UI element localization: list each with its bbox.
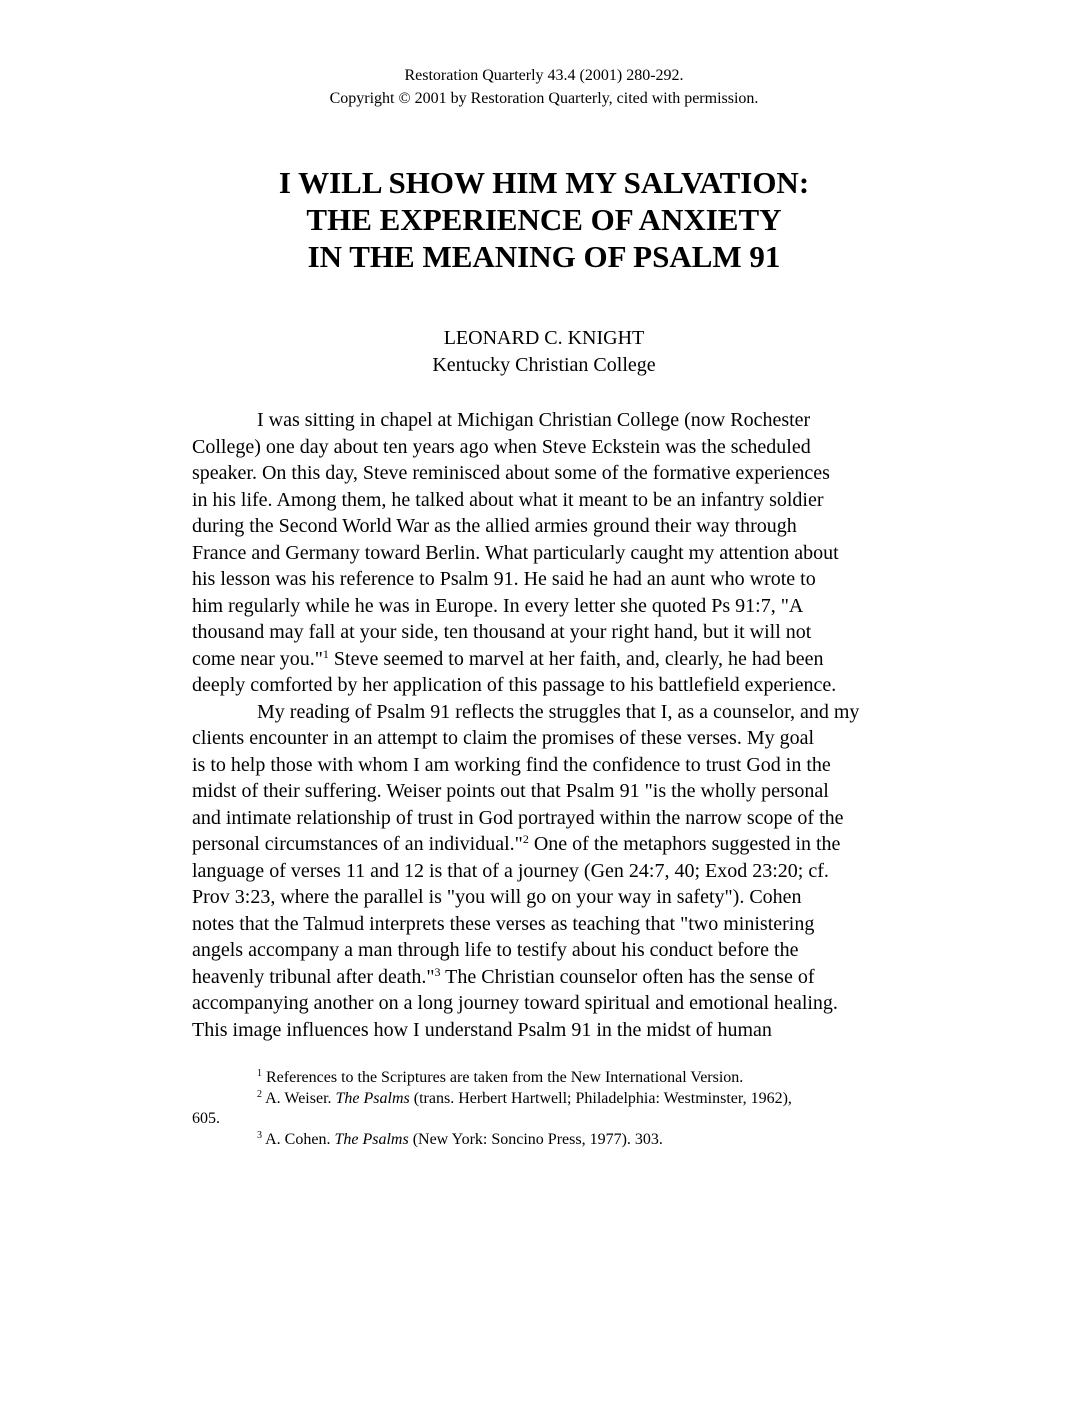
citation-header bbox=[0, 64, 1088, 110]
text-line: Prov 3:23, where the parallel is "you will go on your way in safety"). Cohen bbox=[192, 886, 802, 908]
text-line: midst of their suffering. Weiser points out that Psalm 91 "is the wholly personal bbox=[192, 780, 829, 802]
footnote-text: (New York: Soncino Press, 1977). 303. bbox=[408, 1130, 663, 1148]
title-line-2: THE EXPERIENCE OF ANXIETY bbox=[306, 202, 782, 237]
copyright-line: Copyright © 2001 by Restoration Quarterly, cited with permission. bbox=[329, 90, 759, 107]
footnote-1 bbox=[192, 1068, 972, 1089]
footnote-ref-3[interactable]: 3 bbox=[434, 964, 441, 979]
footnote-number: 1 bbox=[257, 1068, 262, 1079]
text-line: accompanying another on a long journey toward spiritual and emotional healing. bbox=[192, 992, 838, 1014]
footnote-2-continuation: 605. bbox=[192, 1110, 220, 1127]
footnote-text: A. Cohen. bbox=[262, 1130, 335, 1148]
text-segment: The Christian counselor often has the sense of bbox=[440, 965, 815, 988]
title-line-3: IN THE MEANING OF PSALM 91 bbox=[307, 239, 781, 274]
text-line: language of verses 11 and 12 is that of a journey (Gen 24:7, 40; Exod 23:20; cf. bbox=[192, 859, 829, 882]
footnote-text: A. Weiser. bbox=[262, 1089, 336, 1107]
footnote-ref-1[interactable]: 1 bbox=[322, 646, 329, 661]
text-line: his lesson was his reference to Psalm 91. He said he had an aunt who wrote to bbox=[192, 568, 816, 590]
text-segment: come near you." bbox=[192, 647, 323, 670]
text-segment: heavenly tribunal after death." bbox=[192, 965, 435, 988]
text-line: and intimate relationship of trust in God portrayed within the narrow scope of the bbox=[192, 806, 844, 829]
footnote-2 bbox=[192, 1089, 972, 1110]
text-line: This image influences how I understand Psalm 91 in the midst of human bbox=[192, 1018, 772, 1041]
footnote-book-title: The Psalms bbox=[334, 1130, 409, 1148]
article-body bbox=[192, 407, 972, 1043]
citation-line: Restoration Quarterly 43.4 (2001) 280-292. bbox=[404, 67, 684, 84]
text-line: clients encounter in an attempt to claim the promises of these verses. My goal bbox=[192, 727, 815, 749]
text-segment: Steve seemed to marvel at her faith, and, clearly, he had been bbox=[328, 647, 824, 670]
text-line bbox=[192, 964, 972, 991]
footnote-text: References to the Scriptures are taken from the New International Version. bbox=[262, 1069, 744, 1086]
text-line: him regularly while he was in Europe. In every letter she quoted Ps 91:7, "A bbox=[192, 594, 804, 617]
paragraph-1 bbox=[192, 407, 972, 699]
footnote-3 bbox=[192, 1130, 972, 1151]
footnotes bbox=[192, 1068, 972, 1150]
footnote-number: 3 bbox=[257, 1129, 262, 1141]
article-title bbox=[0, 164, 1088, 275]
footnote-book-title: The Psalms bbox=[335, 1089, 410, 1107]
text-line: My reading of Psalm 91 reflects the struggles that I, as a counselor, and my bbox=[257, 700, 860, 723]
text-line: is to help those with whom I am working find the confidence to trust God in the bbox=[192, 753, 831, 776]
text-line bbox=[192, 831, 972, 858]
author-block bbox=[0, 325, 1088, 379]
footnote-number: 2 bbox=[257, 1088, 262, 1100]
text-segment: One of the metaphors suggested in the bbox=[528, 833, 841, 855]
text-line: angels accompany a man through life to testify about his conduct before the bbox=[192, 939, 799, 961]
text-line: notes that the Talmud interprets these verses as teaching that "two ministering bbox=[192, 912, 815, 935]
text-line: I was sitting in chapel at Michigan Christian College (now Rochester bbox=[257, 409, 811, 431]
author-name: LEONARD C. KNIGHT bbox=[443, 327, 645, 349]
text-line: during the Second World War as the allied armies ground their way through bbox=[192, 515, 797, 537]
text-line bbox=[192, 646, 972, 673]
footnote-text: (trans. Herbert Hartwell; Philadelphia: Westminster, 1962), bbox=[409, 1089, 792, 1107]
paragraph-2 bbox=[192, 699, 972, 1044]
text-segment: personal circumstances of an individual." bbox=[192, 833, 523, 855]
title-line-1: I WILL SHOW HIM MY SALVATION: bbox=[278, 165, 810, 200]
author-affiliation: Kentucky Christian College bbox=[432, 354, 656, 376]
text-line: thousand may fall at your side, ten thousand at your right hand, but it will not bbox=[192, 621, 812, 643]
text-line: in his life. Among them, he talked about what it meant to be an infantry soldier bbox=[192, 488, 824, 511]
text-line: College) one day about ten years ago when Steve Eckstein was the scheduled bbox=[192, 435, 811, 458]
text-line: speaker. On this day, Steve reminisced about some of the formative experiences bbox=[192, 462, 830, 484]
footnote-ref-2[interactable]: 2 bbox=[522, 832, 529, 846]
text-line: deeply comforted by her application of this passage to his battlefield experience. bbox=[192, 674, 837, 696]
text-line: France and Germany toward Berlin. What particularly caught my attention about bbox=[192, 541, 839, 564]
